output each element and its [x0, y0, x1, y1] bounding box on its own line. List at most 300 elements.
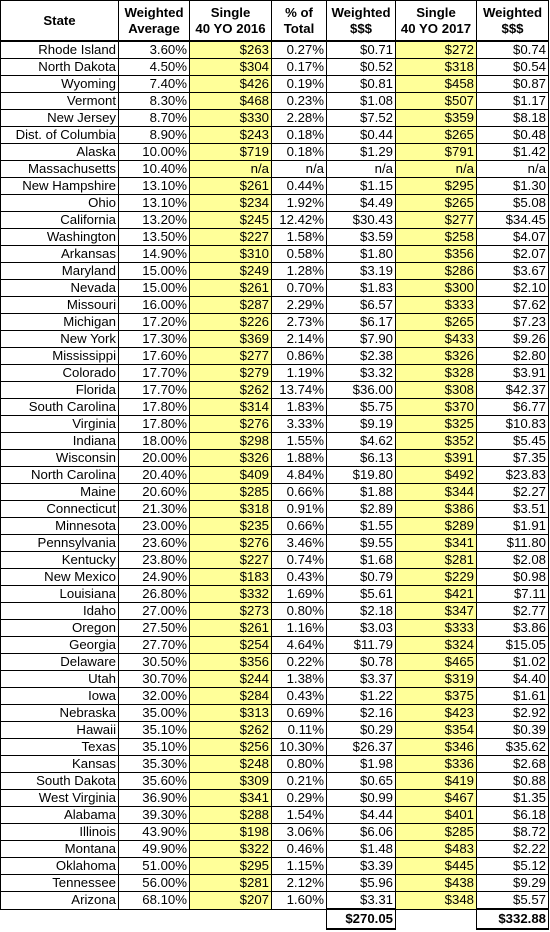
cell-single-2016: $261: [190, 178, 272, 195]
cell-weighted-average: 15.00%: [119, 280, 190, 297]
cell-weighted-2016: $4.44: [327, 807, 396, 824]
cell-single-2016: $719: [190, 144, 272, 161]
cell-single-2016: $243: [190, 127, 272, 144]
header-pct-total: % of Total: [272, 1, 327, 42]
header-weighted-average: Weighted Average: [119, 1, 190, 42]
table-row: [1, 59, 549, 76]
cell-weighted-2017: $0.48: [477, 127, 549, 144]
cell-weighted-average: 30.50%: [119, 654, 190, 671]
cell-pct-total: 12.42%: [272, 212, 327, 229]
cell-weighted-2017: $5.12: [477, 858, 549, 875]
cell-weighted-2017: $42.37: [477, 382, 549, 399]
cell-single-2016: $313: [190, 705, 272, 722]
cell-single-2017: $318: [396, 59, 477, 76]
cell-weighted-average: 10.40%: [119, 161, 190, 178]
header-weighted-2017: Weighted $$$: [477, 1, 549, 42]
cell-weighted-average: 35.30%: [119, 756, 190, 773]
cell-weighted-2017: $2.07: [477, 246, 549, 263]
table-row: [1, 620, 549, 637]
table-row: [1, 552, 549, 569]
table-row: [1, 110, 549, 127]
cell-pct-total: 1.19%: [272, 365, 327, 382]
cell-state: West Virginia: [1, 790, 119, 807]
table-row: [1, 416, 549, 433]
table-row: [1, 450, 549, 467]
cell-weighted-2017: n/a: [477, 161, 549, 178]
cell-single-2016: $276: [190, 416, 272, 433]
cell-weighted-2016: $3.37: [327, 671, 396, 688]
cell-weighted-average: 13.20%: [119, 212, 190, 229]
cell-single-2017: $281: [396, 552, 477, 569]
cell-single-2016: $285: [190, 484, 272, 501]
cell-single-2017: $289: [396, 518, 477, 535]
total-weighted-2016: $270.05: [327, 909, 396, 929]
cell-weighted-average: 39.30%: [119, 807, 190, 824]
table-row: [1, 178, 549, 195]
cell-single-2016: $256: [190, 739, 272, 756]
cell-pct-total: 0.43%: [272, 569, 327, 586]
cell-pct-total: 1.92%: [272, 195, 327, 212]
cell-single-2016: $254: [190, 637, 272, 654]
table-row: [1, 671, 549, 688]
table-row: [1, 841, 549, 858]
cell-weighted-2017: $3.86: [477, 620, 549, 637]
cell-state: Massachusetts: [1, 161, 119, 178]
cell-weighted-average: 20.60%: [119, 484, 190, 501]
cell-weighted-2017: $15.05: [477, 637, 549, 654]
cell-weighted-2017: $8.72: [477, 824, 549, 841]
cell-weighted-2016: $2.89: [327, 501, 396, 518]
cell-single-2017: $308: [396, 382, 477, 399]
cell-single-2017: $421: [396, 586, 477, 603]
cell-single-2016: $310: [190, 246, 272, 263]
cell-weighted-average: 18.00%: [119, 433, 190, 450]
cell-weighted-2016: $3.03: [327, 620, 396, 637]
header-state: State: [1, 1, 119, 42]
cell-pct-total: 1.88%: [272, 450, 327, 467]
cell-single-2016: $249: [190, 263, 272, 280]
cell-weighted-average: 20.00%: [119, 450, 190, 467]
cell-weighted-2016: $2.18: [327, 603, 396, 620]
cell-single-2016: $318: [190, 501, 272, 518]
cell-single-2016: $227: [190, 552, 272, 569]
cell-single-2016: $226: [190, 314, 272, 331]
cell-single-2017: $265: [396, 127, 477, 144]
cell-weighted-2016: $4.62: [327, 433, 396, 450]
cell-state: Kentucky: [1, 552, 119, 569]
cell-pct-total: 2.28%: [272, 110, 327, 127]
cell-pct-total: 0.11%: [272, 722, 327, 739]
cell-weighted-2017: $11.80: [477, 535, 549, 552]
cell-state: Dist. of Columbia: [1, 127, 119, 144]
cell-weighted-average: 8.70%: [119, 110, 190, 127]
table-row: [1, 569, 549, 586]
cell-state: Idaho: [1, 603, 119, 620]
table-row: [1, 246, 549, 263]
cell-state: Ohio: [1, 195, 119, 212]
table-row: [1, 501, 549, 518]
total-weighted-2017: $332.88: [477, 909, 549, 929]
cell-single-2016: $245: [190, 212, 272, 229]
cell-weighted-average: 51.00%: [119, 858, 190, 875]
cell-state: New Mexico: [1, 569, 119, 586]
cell-single-2016: $262: [190, 382, 272, 399]
cell-state: Oregon: [1, 620, 119, 637]
cell-weighted-average: 43.90%: [119, 824, 190, 841]
cell-state: Tennessee: [1, 875, 119, 892]
cell-pct-total: 0.80%: [272, 756, 327, 773]
cell-state: South Carolina: [1, 399, 119, 416]
cell-weighted-2017: $6.77: [477, 399, 549, 416]
cell-weighted-2017: $9.26: [477, 331, 549, 348]
cell-weighted-average: 13.10%: [119, 195, 190, 212]
header-single-2017: Single 40 YO 2017: [396, 1, 477, 42]
cell-weighted-2016: $3.31: [327, 892, 396, 910]
totals-blank-2017: [396, 909, 477, 929]
cell-weighted-2016: $7.90: [327, 331, 396, 348]
cell-single-2017: $354: [396, 722, 477, 739]
cell-single-2016: $262: [190, 722, 272, 739]
cell-single-2016: $248: [190, 756, 272, 773]
cell-single-2016: $234: [190, 195, 272, 212]
cell-single-2017: $356: [396, 246, 477, 263]
cell-single-2016: $330: [190, 110, 272, 127]
cell-single-2017: $300: [396, 280, 477, 297]
cell-weighted-2017: $0.88: [477, 773, 549, 790]
cell-single-2017: $336: [396, 756, 477, 773]
cell-weighted-2016: $6.13: [327, 450, 396, 467]
table-row: [1, 144, 549, 161]
table-row: [1, 875, 549, 892]
cell-weighted-2016: $5.75: [327, 399, 396, 416]
totals-blank-state: [1, 909, 119, 929]
cell-single-2016: $287: [190, 297, 272, 314]
cell-state: Texas: [1, 739, 119, 756]
table-row: [1, 399, 549, 416]
cell-weighted-2016: $4.49: [327, 195, 396, 212]
cell-single-2017: $401: [396, 807, 477, 824]
cell-pct-total: 0.18%: [272, 127, 327, 144]
cell-state: Wisconsin: [1, 450, 119, 467]
cell-weighted-2017: $3.51: [477, 501, 549, 518]
cell-single-2016: $326: [190, 450, 272, 467]
cell-weighted-2017: $4.07: [477, 229, 549, 246]
header-row: [1, 1, 549, 42]
cell-pct-total: 0.17%: [272, 59, 327, 76]
cell-weighted-2016: $26.37: [327, 739, 396, 756]
cell-state: Nebraska: [1, 705, 119, 722]
cell-weighted-2017: $0.98: [477, 569, 549, 586]
cell-weighted-2016: $1.55: [327, 518, 396, 535]
cell-state: Virginia: [1, 416, 119, 433]
totals-blank-pct: [272, 909, 327, 929]
cell-weighted-2017: $3.67: [477, 263, 549, 280]
cell-single-2017: $333: [396, 620, 477, 637]
cell-single-2017: $465: [396, 654, 477, 671]
cell-weighted-2016: $9.19: [327, 416, 396, 433]
cell-state: Colorado: [1, 365, 119, 382]
cell-single-2017: $265: [396, 314, 477, 331]
cell-pct-total: 1.15%: [272, 858, 327, 875]
cell-weighted-2017: $0.87: [477, 76, 549, 93]
cell-state: Vermont: [1, 93, 119, 110]
cell-weighted-average: 3.60%: [119, 41, 190, 59]
cell-weighted-2016: $0.65: [327, 773, 396, 790]
table-row: [1, 161, 549, 178]
cell-weighted-2016: $1.08: [327, 93, 396, 110]
cell-single-2016: $244: [190, 671, 272, 688]
cell-pct-total: 1.16%: [272, 620, 327, 637]
cell-single-2016: $309: [190, 773, 272, 790]
cell-weighted-2017: $1.35: [477, 790, 549, 807]
table-row: [1, 739, 549, 756]
table-row: [1, 722, 549, 739]
cell-weighted-average: 68.10%: [119, 892, 190, 910]
cell-weighted-2016: $6.06: [327, 824, 396, 841]
cell-single-2017: $433: [396, 331, 477, 348]
cell-state: Kansas: [1, 756, 119, 773]
table-row: [1, 807, 549, 824]
cell-weighted-average: 24.90%: [119, 569, 190, 586]
cell-weighted-2017: $2.08: [477, 552, 549, 569]
cell-single-2016: n/a: [190, 161, 272, 178]
cell-single-2017: $258: [396, 229, 477, 246]
cell-single-2017: $333: [396, 297, 477, 314]
cell-single-2016: $356: [190, 654, 272, 671]
cell-single-2017: $341: [396, 535, 477, 552]
cell-weighted-2016: $30.43: [327, 212, 396, 229]
cell-weighted-average: 35.10%: [119, 739, 190, 756]
cell-single-2016: $261: [190, 620, 272, 637]
cell-pct-total: 0.66%: [272, 484, 327, 501]
cell-pct-total: 0.21%: [272, 773, 327, 790]
cell-weighted-average: 35.10%: [119, 722, 190, 739]
cell-pct-total: 10.30%: [272, 739, 327, 756]
cell-single-2017: $328: [396, 365, 477, 382]
cell-pct-total: 0.18%: [272, 144, 327, 161]
cell-weighted-2017: $1.42: [477, 144, 549, 161]
totals-blank-avg: [119, 909, 190, 929]
cell-pct-total: 0.58%: [272, 246, 327, 263]
cell-single-2016: $426: [190, 76, 272, 93]
cell-single-2017: $344: [396, 484, 477, 501]
cell-weighted-average: 27.70%: [119, 637, 190, 654]
table-row: [1, 348, 549, 365]
cell-weighted-2017: $2.27: [477, 484, 549, 501]
cell-single-2017: $791: [396, 144, 477, 161]
cell-state: Maine: [1, 484, 119, 501]
cell-weighted-average: 17.20%: [119, 314, 190, 331]
cell-single-2017: $277: [396, 212, 477, 229]
cell-weighted-2016: $1.88: [327, 484, 396, 501]
cell-single-2017: $483: [396, 841, 477, 858]
cell-single-2017: n/a: [396, 161, 477, 178]
cell-single-2017: $419: [396, 773, 477, 790]
cell-single-2016: $284: [190, 688, 272, 705]
cell-single-2016: $314: [190, 399, 272, 416]
cell-weighted-average: 14.90%: [119, 246, 190, 263]
cell-pct-total: 1.54%: [272, 807, 327, 824]
cell-single-2017: $370: [396, 399, 477, 416]
cell-single-2017: $319: [396, 671, 477, 688]
cell-pct-total: 3.06%: [272, 824, 327, 841]
cell-weighted-2017: $7.35: [477, 450, 549, 467]
cell-state: North Dakota: [1, 59, 119, 76]
cell-weighted-2016: $3.32: [327, 365, 396, 382]
cell-single-2017: $507: [396, 93, 477, 110]
cell-state: New York: [1, 331, 119, 348]
cell-state: Wyoming: [1, 76, 119, 93]
cell-pct-total: 2.12%: [272, 875, 327, 892]
cell-state: Louisiana: [1, 586, 119, 603]
table-row: [1, 484, 549, 501]
cell-single-2016: $261: [190, 280, 272, 297]
cell-single-2017: $325: [396, 416, 477, 433]
cell-weighted-average: 56.00%: [119, 875, 190, 892]
cell-weighted-2017: $4.40: [477, 671, 549, 688]
cell-pct-total: 2.29%: [272, 297, 327, 314]
cell-pct-total: 0.27%: [272, 41, 327, 59]
cell-weighted-average: 8.30%: [119, 93, 190, 110]
cell-weighted-2017: $2.22: [477, 841, 549, 858]
table-row: [1, 603, 549, 620]
cell-pct-total: 1.58%: [272, 229, 327, 246]
cell-weighted-2016: $0.78: [327, 654, 396, 671]
table-row: [1, 535, 549, 552]
cell-weighted-2017: $3.91: [477, 365, 549, 382]
cell-state: Iowa: [1, 688, 119, 705]
table-row: [1, 41, 549, 59]
cell-single-2017: $391: [396, 450, 477, 467]
cell-single-2016: $281: [190, 875, 272, 892]
cell-single-2017: $229: [396, 569, 477, 586]
totals-blank-2016: [190, 909, 272, 929]
cell-weighted-2016: $3.39: [327, 858, 396, 875]
cell-weighted-average: 13.50%: [119, 229, 190, 246]
cell-pct-total: 1.60%: [272, 892, 327, 910]
cell-state: Missouri: [1, 297, 119, 314]
cell-weighted-2016: $1.98: [327, 756, 396, 773]
cell-weighted-2017: $1.91: [477, 518, 549, 535]
cell-pct-total: 0.19%: [272, 76, 327, 93]
cell-single-2016: $279: [190, 365, 272, 382]
table-row: [1, 637, 549, 654]
cell-weighted-average: 17.80%: [119, 399, 190, 416]
cell-weighted-average: 16.00%: [119, 297, 190, 314]
cell-single-2016: $369: [190, 331, 272, 348]
cell-state: Illinois: [1, 824, 119, 841]
cell-single-2017: $265: [396, 195, 477, 212]
table-row: [1, 127, 549, 144]
table-row: [1, 518, 549, 535]
cell-pct-total: 0.46%: [272, 841, 327, 858]
cell-single-2017: $386: [396, 501, 477, 518]
table-row: [1, 331, 549, 348]
cell-weighted-2017: $0.39: [477, 722, 549, 739]
table-row: [1, 280, 549, 297]
cell-single-2016: $273: [190, 603, 272, 620]
table-row: [1, 314, 549, 331]
cell-weighted-2017: $5.45: [477, 433, 549, 450]
cell-weighted-2016: $0.44: [327, 127, 396, 144]
cell-weighted-2017: $7.62: [477, 297, 549, 314]
cell-weighted-average: 17.70%: [119, 365, 190, 382]
cell-state: Oklahoma: [1, 858, 119, 875]
cell-weighted-average: 13.10%: [119, 178, 190, 195]
table-row: [1, 263, 549, 280]
cell-single-2016: $295: [190, 858, 272, 875]
cell-weighted-2016: $0.71: [327, 41, 396, 59]
cell-state: New Jersey: [1, 110, 119, 127]
cell-state: Washington: [1, 229, 119, 246]
table-row: [1, 76, 549, 93]
cell-pct-total: 4.64%: [272, 637, 327, 654]
cell-state: Pennsylvania: [1, 535, 119, 552]
cell-weighted-2017: $7.11: [477, 586, 549, 603]
cell-pct-total: 0.86%: [272, 348, 327, 365]
cell-weighted-2016: $1.29: [327, 144, 396, 161]
cell-state: Indiana: [1, 433, 119, 450]
cell-weighted-2016: $6.57: [327, 297, 396, 314]
cell-state: New Hampshire: [1, 178, 119, 195]
cell-weighted-average: 35.60%: [119, 773, 190, 790]
table-row: [1, 467, 549, 484]
cell-weighted-2017: $0.54: [477, 59, 549, 76]
cell-weighted-2016: $36.00: [327, 382, 396, 399]
table-row: [1, 433, 549, 450]
cell-weighted-2016: $9.55: [327, 535, 396, 552]
cell-pct-total: 2.73%: [272, 314, 327, 331]
cell-single-2016: $276: [190, 535, 272, 552]
cell-weighted-average: 17.60%: [119, 348, 190, 365]
cell-pct-total: 0.70%: [272, 280, 327, 297]
cell-weighted-average: 30.70%: [119, 671, 190, 688]
cell-single-2016: $468: [190, 93, 272, 110]
cell-weighted-2016: $1.80: [327, 246, 396, 263]
cell-single-2017: $295: [396, 178, 477, 195]
table-row: [1, 586, 549, 603]
cell-weighted-2016: $1.22: [327, 688, 396, 705]
cell-pct-total: 3.33%: [272, 416, 327, 433]
cell-weighted-average: 26.80%: [119, 586, 190, 603]
table-row: [1, 229, 549, 246]
cell-weighted-2017: $2.10: [477, 280, 549, 297]
cell-weighted-2016: $1.83: [327, 280, 396, 297]
table-row: [1, 892, 549, 910]
cell-pct-total: 0.74%: [272, 552, 327, 569]
cell-weighted-average: 23.00%: [119, 518, 190, 535]
cell-weighted-average: 32.00%: [119, 688, 190, 705]
cell-state: Mississippi: [1, 348, 119, 365]
cell-weighted-2016: $19.80: [327, 467, 396, 484]
table-row: [1, 756, 549, 773]
cell-weighted-2017: $1.17: [477, 93, 549, 110]
cell-single-2017: $326: [396, 348, 477, 365]
cell-pct-total: 3.46%: [272, 535, 327, 552]
cell-weighted-2016: $3.59: [327, 229, 396, 246]
cell-weighted-2016: $5.61: [327, 586, 396, 603]
cell-weighted-2016: $11.79: [327, 637, 396, 654]
cell-state: Nevada: [1, 280, 119, 297]
cell-single-2017: $346: [396, 739, 477, 756]
cell-weighted-2017: $2.92: [477, 705, 549, 722]
totals-row: [1, 909, 549, 929]
cell-pct-total: 0.91%: [272, 501, 327, 518]
cell-single-2016: $332: [190, 586, 272, 603]
cell-weighted-2016: $0.52: [327, 59, 396, 76]
cell-weighted-2016: $7.52: [327, 110, 396, 127]
cell-weighted-2017: $35.62: [477, 739, 549, 756]
